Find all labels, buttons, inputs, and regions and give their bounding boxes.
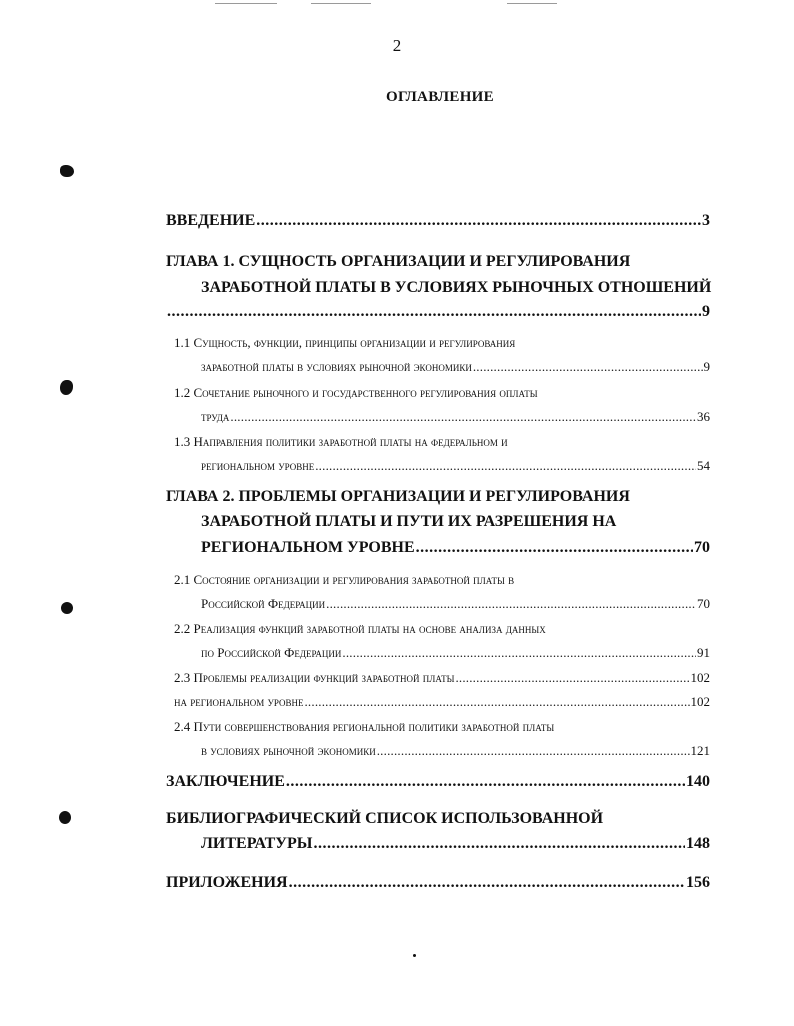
toc-section-1-1-line1[interactable]: 1.1 Сущность, функции, принципы организации и регулирования <box>174 335 516 350</box>
toc-entry-introduction[interactable] <box>166 212 710 230</box>
toc-page-number: 140 <box>686 773 710 790</box>
page-number: 2 <box>392 36 402 55</box>
dot-leader <box>377 743 690 759</box>
toc-entry-section-2-1[interactable] <box>201 596 710 612</box>
toc-chapter-1-line1[interactable]: ГЛАВА 1. СУЩНОСТЬ ОРГАНИЗАЦИИ И РЕГУЛИРОВАНИЯ <box>166 253 631 270</box>
toc-section-2-1-line1[interactable]: 2.1 Состояние организации и регулирования заработной платы в <box>174 572 515 587</box>
dot-leader <box>416 539 693 557</box>
dot-leader <box>342 645 696 661</box>
toc-section-2-2-line1[interactable]: 2.2 Реализация функций заработной платы на основе анализа данных <box>174 621 546 636</box>
toc-entry-label: по Российской Федерации <box>201 645 342 660</box>
toc-page-number: 9 <box>702 303 710 320</box>
toc-entry-section-1-2[interactable] <box>201 409 710 425</box>
toc-page-number: 3 <box>702 212 710 229</box>
toc-bibliography-line1[interactable]: БИБЛИОГРАФИЧЕСКИЙ СПИСОК ИСПОЛЬЗОВАННОЙ <box>166 810 604 827</box>
toc-page-number: 70 <box>694 539 710 556</box>
dot-leader <box>289 874 685 892</box>
toc-entry-section-2-2[interactable] <box>201 645 710 661</box>
toc-chapter-2-line1[interactable]: ГЛАВА 2. ПРОБЛЕМЫ ОРГАНИЗАЦИИ И РЕГУЛИРОВАНИЯ <box>166 488 630 505</box>
ink-blot-mark <box>61 602 73 614</box>
dot-leader <box>473 359 703 375</box>
toc-entry-section-2-3-cont[interactable] <box>174 694 710 710</box>
toc-chapter-1-line2[interactable]: ЗАРАБОТНОЙ ПЛАТЫ В УСЛОВИЯХ РЫНОЧНЫХ ОТНОШЕНИЙ <box>201 279 712 296</box>
toc-entry-label: ПРИЛОЖЕНИЯ <box>166 874 288 891</box>
dot-leader <box>313 835 685 853</box>
toc-page-number: 156 <box>686 874 710 891</box>
toc-page-number: 102 <box>690 670 710 685</box>
toc-entry-label: ЗАКЛЮЧЕНИЕ <box>166 773 285 790</box>
toc-page-number: 91 <box>697 645 710 660</box>
toc-page-number: 54 <box>697 458 710 473</box>
toc-entry-chapter-2[interactable] <box>201 539 710 557</box>
toc-entry-label: труда <box>201 409 230 424</box>
toc-chapter-2-line2[interactable]: ЗАРАБОТНОЙ ПЛАТЫ И ПУТИ ИХ РАЗРЕШЕНИЯ НА <box>201 513 617 530</box>
toc-entry-label: заработной платы в условиях рыночной экономики <box>201 359 472 374</box>
toc-entry-label: ЛИТЕРАТУРЫ <box>201 835 313 852</box>
toc-page-number: 70 <box>697 596 710 611</box>
toc-entry-label: ВВЕДЕНИЕ <box>166 212 256 229</box>
toc-entry-bibliography[interactable] <box>201 835 710 853</box>
toc-entry-section-2-4[interactable] <box>201 743 710 759</box>
toc-entry-label: на региональном уровне <box>174 694 304 709</box>
dot-leader <box>304 694 689 710</box>
toc-page-number: 102 <box>690 694 710 709</box>
toc-section-1-3-line1[interactable]: 1.3 Направления политики заработной платы на федеральном и <box>174 434 508 449</box>
dot-leader <box>315 458 696 474</box>
toc-entry-conclusion[interactable] <box>166 773 710 791</box>
dot-leader <box>167 303 701 321</box>
toc-page-number: 36 <box>697 409 710 424</box>
ink-blot-mark <box>59 811 71 824</box>
toc-entry-section-1-1[interactable] <box>201 359 710 375</box>
toc-entry-appendix[interactable] <box>166 874 710 892</box>
dot-leader <box>256 212 701 230</box>
page-title: ОГЛАВЛЕНИЕ <box>386 89 494 105</box>
dot-leader <box>455 670 689 686</box>
toc-entry-label: РЕГИОНАЛЬНОМ УРОВНЕ <box>201 539 415 556</box>
toc-entry-label: 2.3 Проблемы реализации функций заработной платы <box>174 670 455 685</box>
toc-entry-label: в условиях рыночной экономики <box>201 743 376 758</box>
toc-entry-section-2-3[interactable] <box>174 670 710 686</box>
toc-entry-label: региональном уровне <box>201 458 315 473</box>
toc-section-2-4-line1[interactable]: 2.4 Пути совершенствования региональной политики заработной платы <box>174 719 555 734</box>
toc-page-number: 9 <box>703 359 710 374</box>
toc-page-number: 148 <box>686 835 710 852</box>
speck-mark <box>413 954 416 957</box>
dot-leader <box>230 409 696 425</box>
toc-entry-label: Российской Федерации <box>201 596 326 611</box>
toc-entry-section-1-3[interactable] <box>201 458 710 474</box>
toc-section-1-2-line1[interactable]: 1.2 Сочетание рыночного и государственного регулирования оплаты <box>174 385 538 400</box>
dot-leader <box>326 596 696 612</box>
dot-leader <box>286 773 685 791</box>
toc-page-number: 121 <box>690 743 710 758</box>
ink-blot-mark <box>60 165 74 177</box>
toc-entry-chapter-1[interactable] <box>166 303 710 321</box>
